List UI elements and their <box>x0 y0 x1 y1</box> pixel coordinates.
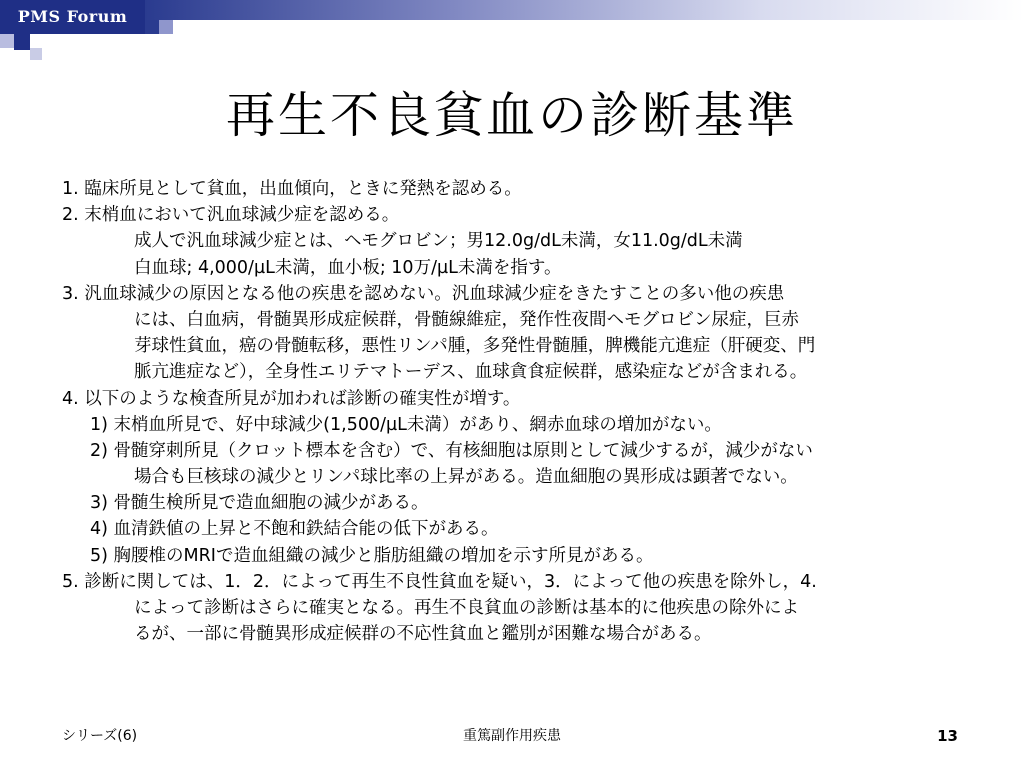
criteria-line: 1) 末梢血所見で、好中球減少(1,500/µL未満）があり、網赤血球の増加がない。 <box>90 414 722 435</box>
criteria-line: 芽球性貧血，癌の骨髄転移，悪性リンパ腫，多発性骨髄腫，脾機能亢進症（肝硬変、門 <box>134 336 816 357</box>
criteria-line: によって診断はさらに確実となる。再生不良貧血の診断は基本的に他疾患の除外によ <box>134 598 799 618</box>
criteria-line: 5. 診断に関しては、1．2．によって再生不良性貧血を疑い，3．によって他の疾患を除外し，4. <box>62 571 817 592</box>
slide-body <box>62 176 982 647</box>
header-gradient-bar <box>145 0 1024 20</box>
decorative-square <box>14 34 30 50</box>
logo: PMS Forum <box>0 0 145 34</box>
criteria-line: 場合も巨核球の減少とリンパ球比率の上昇がある。造血細胞の異形成は顕著でない。 <box>134 467 798 488</box>
decorative-square <box>159 20 173 34</box>
criteria-line: 成人で汎血球減少症とは、ヘモグロビン；男12.0g/dL未満，女11.0g/dL未満 <box>134 231 743 252</box>
footer-topic: 重篤副作用疾患 <box>463 728 561 744</box>
criteria-line: 4. 以下のような検査所見が加われば診断の確実性が増す。 <box>62 388 521 409</box>
criteria-line: 4) 血清鉄値の上昇と不飽和鉄結合能の低下がある。 <box>90 519 499 540</box>
criteria-line: るが、一部に骨髄異形成症候群の不応性貧血と鑑別が困難な場合がある。 <box>134 624 712 645</box>
criteria-line: 1. 臨床所見として貧血，出血傾向，ときに発熱を認める。 <box>62 179 522 199</box>
criteria-line: 5) 胸腰椎のMRIで造血組織の減少と脂肪組織の増加を示す所見がある。 <box>90 545 654 566</box>
criteria-line: 白血球; 4,000/µL未満，血小板; 10万/µL未満を指す。 <box>134 257 562 278</box>
criteria-line: 2) 骨髄穿刺所見（クロット標本を含む）で、有核細胞は原則として減少するが，減少がない <box>90 440 813 461</box>
decorative-square <box>30 48 42 60</box>
slide-title: 再生不良貧血の診断基準 <box>225 87 798 144</box>
page-number: 13 <box>937 727 958 745</box>
criteria-line: 3. 汎血球減少の原因となる他の疾患を認めない。汎血球減少症をきたすことの多い他の疾患 <box>62 283 785 304</box>
footer-series: シリーズ(6) <box>62 728 138 744</box>
criteria-line: には、白血病，骨髄異形成症候群，骨髄線維症，発作性夜間ヘモグロビン尿症，巨赤 <box>134 309 799 330</box>
decorative-square <box>145 20 159 34</box>
criteria-line: 3) 骨髄生検所見で造血細胞の減少がある。 <box>90 493 429 514</box>
criteria-line: 2. 末梢血において汎血球減少症を認める。 <box>62 205 400 226</box>
criteria-line: 脈亢進症など），全身性エリテマトーデス、血球貪食症候群，感染症などが含まれる。 <box>134 362 808 383</box>
decorative-square <box>0 34 14 48</box>
